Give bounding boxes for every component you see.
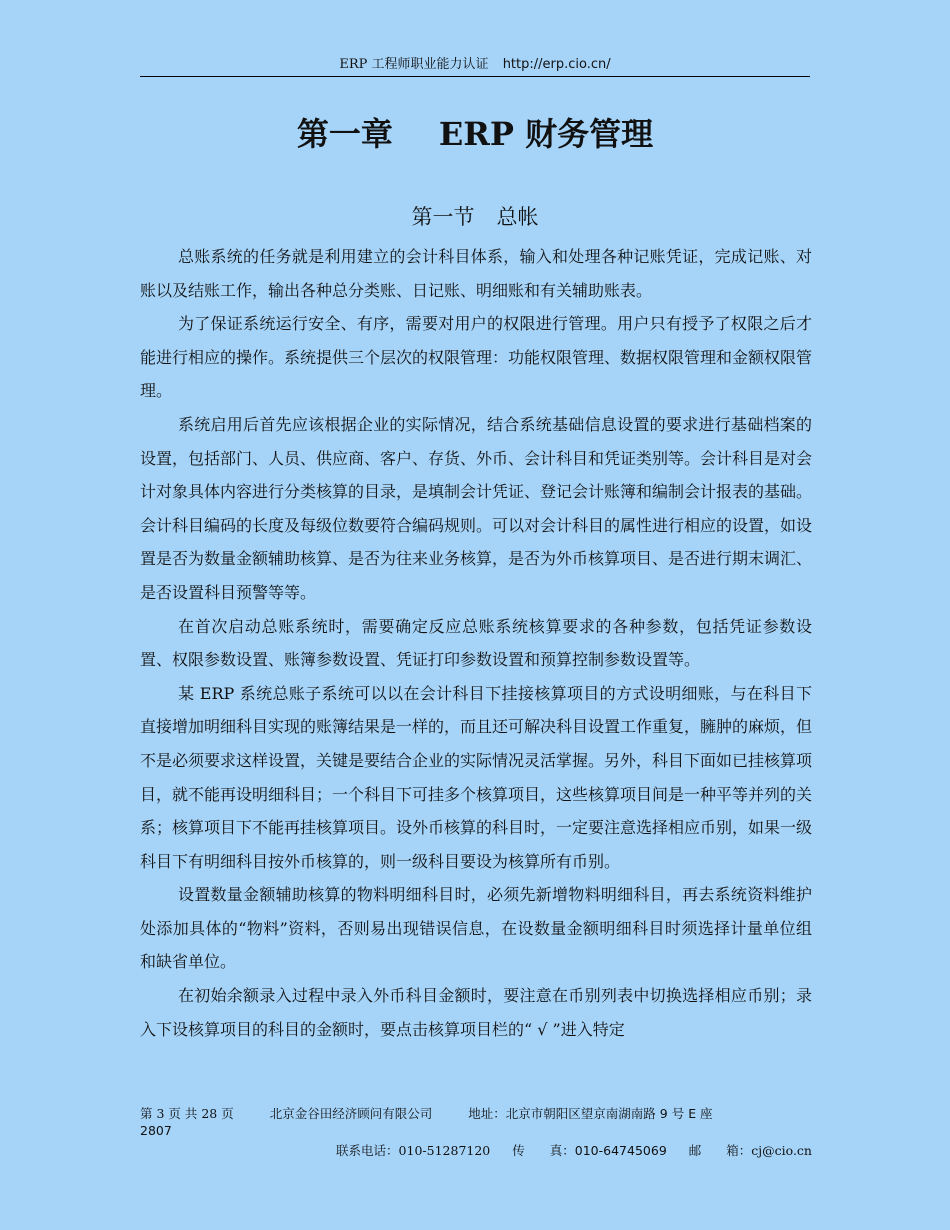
footer-row-3	[140, 1142, 812, 1159]
contact-phone: 联系电话：010-51287120	[336, 1143, 491, 1158]
chapter-number: 第一章	[296, 115, 393, 153]
section-name: 总帐	[496, 205, 539, 229]
body-text	[140, 240, 812, 1046]
address-number: 9	[659, 1106, 668, 1121]
page-header	[140, 56, 810, 77]
footer-row-2	[140, 1122, 812, 1139]
page-footer	[140, 1105, 812, 1159]
address-label: 地址：北京市朝阳区望京南湖南路	[468, 1106, 656, 1121]
section-number: 第一节	[411, 205, 475, 229]
section-title	[140, 200, 810, 234]
address-unit: 号	[671, 1106, 685, 1121]
address-room: 2807	[140, 1123, 172, 1138]
contact-email[interactable]: 邮 箱：cj@cio.cn	[688, 1143, 812, 1158]
chapter-name: ERP 财务管理	[438, 115, 654, 153]
fax-label: 传 真：	[512, 1143, 575, 1158]
paragraph: 设置数量金额辅助核算的物料明细科目时，必须先新增物料明细科目，再去系统资料维护处添加具体的“物料”资料，否则易出现错误信息，在设数量金额明细科目时须选择计量单位组和缺省单位。	[140, 885, 812, 972]
header-url[interactable]: http://erp.cio.cn/	[502, 57, 611, 72]
paragraph: 系统启用后首先应该根据企业的实际情况，结合系统基础信息设置的要求进行基础档案的设置，包括部门、人员、供应商、客户、存货、外币、会计科目和凭证类别等。会计科目是对会计对象具体内容进行分类核算的目录，是填制会计凭证、登记会计账簿和编制会计报表的基础。会计科目编码的长度及每级位数要符合编码规则。可以对会计科目的属性进行相应的设置，如设置是否为数量金额辅助核算、是否为往来业务核算，是否为外币核算项目、是否进行期末调汇、是否设置科目预警等等。	[140, 414, 813, 602]
paragraph: 总账系统的任务就是利用建立的会计科目体系，输入和处理各种记账凭证，完成记账、对账以及结账工作，输出各种总分类账、日记账、明细账和有关辅助账表。	[140, 247, 812, 300]
page-number: 第 3 页 共 28 页	[140, 1106, 234, 1121]
fax-number: 010-64745069	[574, 1143, 667, 1158]
chapter-title	[140, 112, 810, 156]
footer-row-1	[140, 1105, 812, 1122]
company-name: 北京金谷田经济顾问有限公司	[269, 1106, 433, 1121]
paragraph: 为了保证系统运行安全、有序，需要对用户的权限进行管理。用户只有授予了权限之后才能进行相应的操作。系统提供三个层次的权限管理：功能权限管理、数据权限管理和金额权限管理。	[140, 314, 813, 401]
paragraph: 在初始余额录入过程中录入外币科目金额时，要注意在币别列表中切换选择相应币别；录入下设核算项目的科目的金额时，要点击核算项目栏的“ √ ”进入特定	[140, 986, 812, 1039]
paragraph: 在首次启动总账系统时，需要确定反应总账系统核算要求的各种参数，包括凭证参数设置、权限参数设置、账簿参数设置、凭证打印参数设置和预算控制参数设置等。	[140, 616, 812, 670]
paragraph: 某 ERP 系统总账子系统可以以在会计科目下挂接核算项目的方式设明细账，与在科目下直接增加明细科目实现的账簿结果是一样的，而且还可解决科目设置工作重复，臃肿的麻烦，但不是必须要求这样设置，关键是要结合企业的实际情况灵活掌握。另外，科目下面如已挂核算项目，就不能再设明细科目；一个科目下可挂多个核算项目，这些核算项目间是一种平等并列的关系；核算项目下不能再挂核算项目。设外币核算的科目时，一定要注意选择相应币别，如果一级科目下有明细科目按外币核算的，则一级科目要设为核算所有币别。	[140, 683, 813, 871]
header-text: ERP 工程师职业能力认证	[339, 57, 489, 72]
address-tail: E 座	[688, 1106, 713, 1121]
